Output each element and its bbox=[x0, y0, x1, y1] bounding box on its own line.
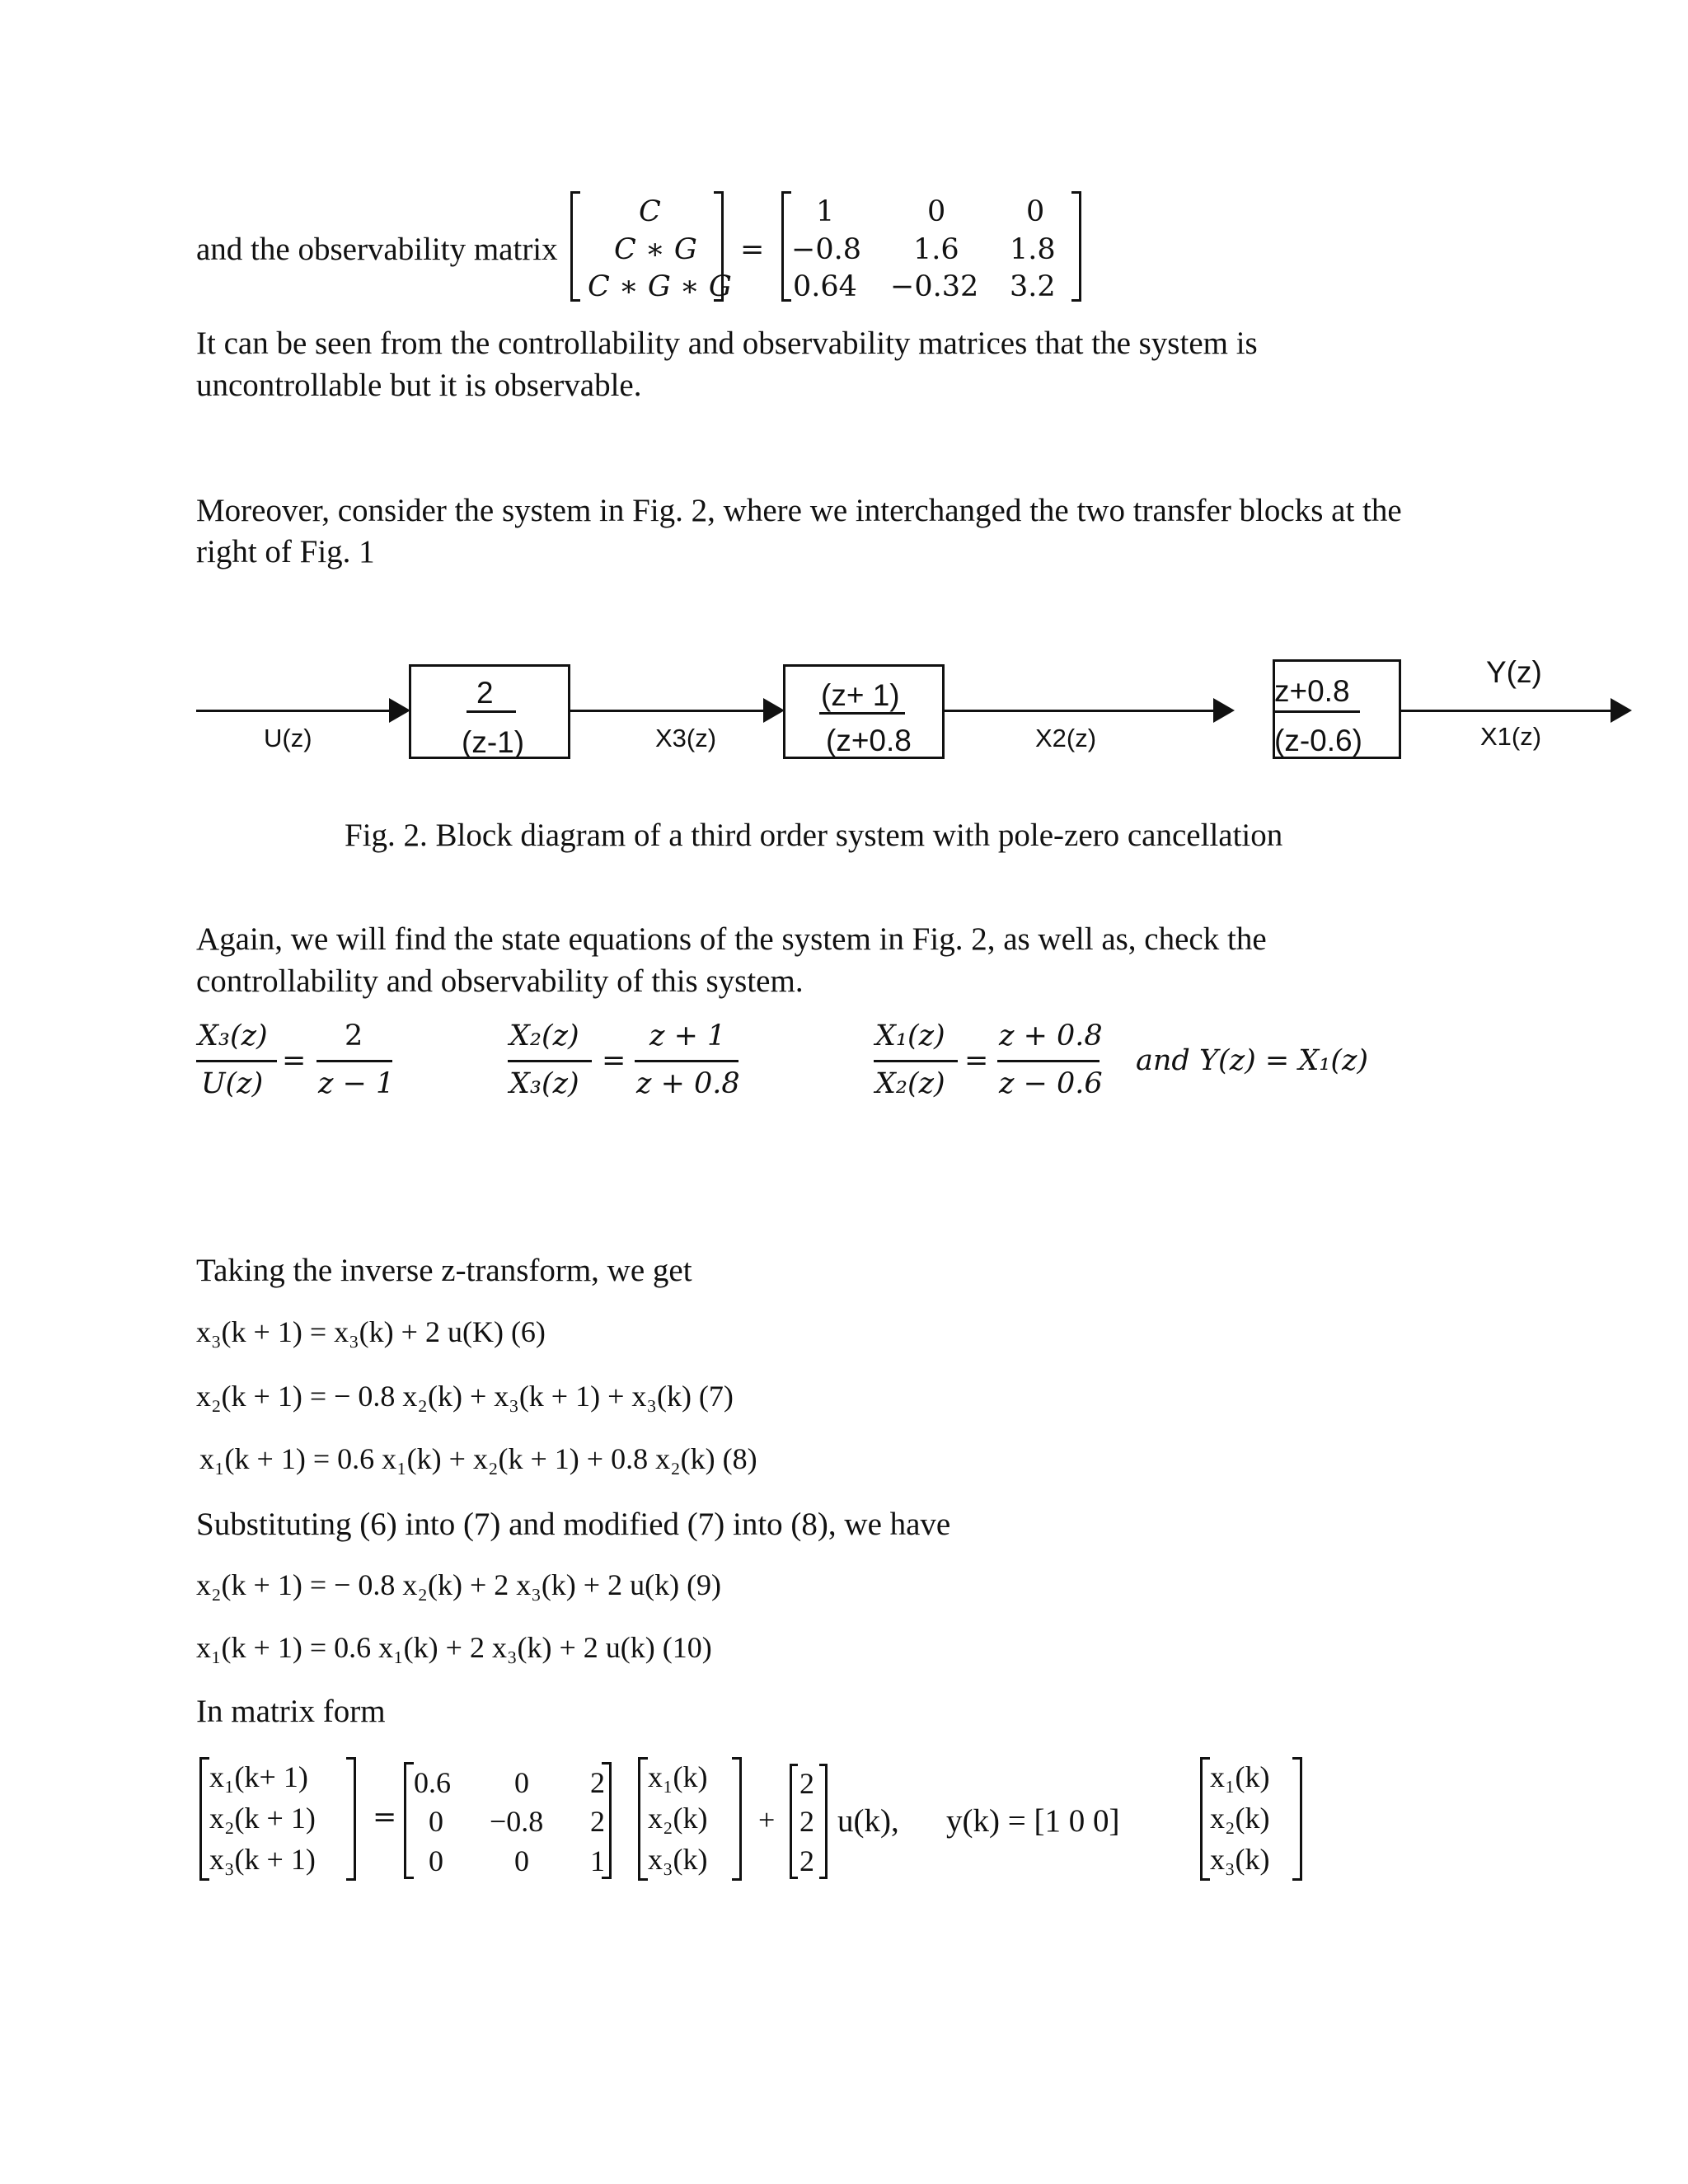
matrix-cell: 1.8 bbox=[1010, 233, 1056, 266]
fraction-bar bbox=[997, 1060, 1100, 1062]
equals-sign: = bbox=[740, 233, 765, 266]
matrix-cell: −0.8 bbox=[791, 233, 861, 266]
matrix-cell: x₁(k+ 1) bbox=[209, 1760, 308, 1793]
observability-intro: and the observability matrix bbox=[196, 232, 558, 267]
matrix-cell: 2 bbox=[590, 1766, 605, 1799]
block-denominator: (z-0.6) bbox=[1274, 724, 1362, 757]
matrix-cell: x₃(k) bbox=[1210, 1843, 1270, 1876]
paragraph-line: uncontrollable but it is observable. bbox=[196, 368, 642, 403]
obs-entry: C ∗ G ∗ G bbox=[588, 270, 732, 303]
block-numerator: 2 bbox=[476, 676, 494, 710]
matrix-cell: 1 bbox=[590, 1844, 605, 1877]
equation-10: x₁(k + 1) = 0.6 x₁(k) + 2 x₃(k) + 2 u(k) (10) bbox=[196, 1631, 712, 1664]
arrow-icon bbox=[1213, 698, 1235, 723]
fraction-bar bbox=[467, 710, 516, 713]
matrix-cell: −0.32 bbox=[890, 270, 979, 303]
bracket-right bbox=[732, 1757, 742, 1881]
matrix-cell: x₁(k) bbox=[1210, 1760, 1270, 1793]
block-denominator: (z+0.8 bbox=[826, 724, 912, 757]
tf-numerator: X₃(z) bbox=[198, 1019, 268, 1052]
paragraph-line: right of Fig. 1 bbox=[196, 534, 375, 569]
output-label-x1: X1(z) bbox=[1480, 722, 1542, 751]
equation-6: x₃(k + 1) = x₃(k) + 2 u(K) (6) bbox=[196, 1315, 546, 1348]
obs-entry: C ∗ G bbox=[614, 233, 697, 266]
block-numerator: (z+ 1) bbox=[821, 678, 900, 712]
signal-label-input: U(z) bbox=[264, 724, 312, 752]
arrow-icon bbox=[1611, 698, 1632, 723]
equation-8: x₁(k + 1) = 0.6 x₁(k) + x₂(k + 1) + 0.8 x₂(k) (8) bbox=[199, 1442, 757, 1475]
matrix-cell: 2 bbox=[799, 1767, 814, 1800]
signal-line bbox=[1401, 710, 1615, 712]
bracket-right bbox=[1071, 191, 1081, 302]
fraction-bar bbox=[316, 1060, 392, 1062]
bracket-left bbox=[199, 1757, 209, 1881]
matrix-cell: 3.2 bbox=[1010, 270, 1056, 303]
arrow-icon bbox=[763, 698, 785, 723]
figure-caption: Fig. 2. Block diagram of a third order system with pole-zero cancellation bbox=[345, 818, 1283, 853]
signal-line bbox=[945, 710, 1218, 712]
tf-numerator: 2 bbox=[345, 1019, 363, 1052]
matrix-cell: 0 bbox=[514, 1766, 529, 1799]
equation-7: x₂(k + 1) = − 0.8 x₂(k) + x₃(k + 1) + x₃(k) (7) bbox=[196, 1380, 734, 1413]
paragraph-line: Taking the inverse z-transform, we get bbox=[196, 1253, 692, 1288]
output-label-y: Y(z) bbox=[1486, 655, 1542, 689]
paragraph-line: Substituting (6) into (7) and modified (7) into (8), we have bbox=[196, 1507, 951, 1542]
paragraph-line: controllability and observability of this system. bbox=[196, 963, 804, 999]
output-equation: y(k) = [1 0 0] bbox=[946, 1803, 1120, 1839]
paragraph-line: Moreover, consider the system in Fig. 2, where we interchanged the two transfer blocks at the bbox=[196, 493, 1402, 528]
matrix-cell: 1 bbox=[816, 195, 835, 228]
tf-denominator: X₃(z) bbox=[509, 1067, 579, 1100]
matrix-cell: x₂(k + 1) bbox=[209, 1802, 316, 1835]
matrix-cell: 0 bbox=[1026, 195, 1045, 228]
bracket-right bbox=[819, 1764, 828, 1879]
matrix-cell: 2 bbox=[799, 1844, 814, 1877]
matrix-cell: 2 bbox=[799, 1805, 814, 1838]
tf-denominator: z − 1 bbox=[318, 1067, 395, 1100]
obs-entry: C bbox=[639, 195, 661, 228]
equals-sign: = bbox=[282, 1044, 307, 1077]
fraction-bar bbox=[819, 712, 905, 715]
block-numerator: z+0.8 bbox=[1274, 674, 1350, 708]
matrix-cell: 0 bbox=[927, 195, 946, 228]
tf-denominator: X₂(z) bbox=[875, 1067, 945, 1100]
matrix-cell: x₃(k + 1) bbox=[209, 1843, 316, 1876]
input-term: u(k), bbox=[837, 1803, 899, 1839]
matrix-cell: 2 bbox=[590, 1805, 605, 1838]
bracket-right bbox=[1292, 1757, 1302, 1881]
matrix-cell: 0.64 bbox=[793, 270, 857, 303]
matrix-cell: x₂(k) bbox=[648, 1802, 708, 1835]
matrix-cell: 0.6 bbox=[414, 1766, 451, 1799]
tf-numerator: X₁(z) bbox=[875, 1019, 945, 1052]
fraction-bar bbox=[635, 1060, 738, 1062]
bracket-left bbox=[781, 191, 791, 302]
arrow-icon bbox=[389, 698, 410, 723]
matrix-cell: x₃(k) bbox=[648, 1843, 708, 1876]
signal-label-x3: X3(z) bbox=[655, 724, 717, 752]
block-denominator: (z-1) bbox=[462, 725, 525, 759]
equals-sign: = bbox=[602, 1044, 626, 1077]
signal-line bbox=[196, 710, 394, 712]
equals-sign: = bbox=[964, 1044, 989, 1077]
bracket-left bbox=[570, 191, 580, 302]
signal-label-x2: X2(z) bbox=[1035, 724, 1097, 752]
paragraph-line: In matrix form bbox=[196, 1694, 386, 1729]
bracket-left bbox=[1200, 1757, 1210, 1881]
plus-sign: + bbox=[758, 1803, 776, 1836]
matrix-cell: −0.8 bbox=[490, 1805, 544, 1838]
paragraph-line: It can be seen from the controllability and observability matrices that the system is bbox=[196, 326, 1258, 361]
tf-denominator: z − 0.6 bbox=[999, 1067, 1103, 1100]
tf-numerator: X₂(z) bbox=[509, 1019, 579, 1052]
fraction-bar bbox=[874, 1060, 958, 1062]
fraction-bar bbox=[508, 1060, 592, 1062]
bracket-left bbox=[790, 1764, 798, 1879]
paragraph-line: Again, we will find the state equations of the system in Fig. 2, as well as, check the bbox=[196, 921, 1267, 957]
tf-denominator: U(z) bbox=[201, 1067, 264, 1100]
fraction-bar bbox=[196, 1060, 277, 1062]
matrix-cell: x₂(k) bbox=[1210, 1802, 1270, 1835]
equals-sign: = bbox=[373, 1801, 397, 1834]
matrix-cell: 0 bbox=[429, 1844, 443, 1877]
bracket-left bbox=[638, 1757, 648, 1881]
matrix-cell: 0 bbox=[429, 1805, 443, 1838]
equation-9: x₂(k + 1) = − 0.8 x₂(k) + 2 x₃(k) + 2 u(k) (9) bbox=[196, 1568, 722, 1601]
bracket-left bbox=[404, 1762, 414, 1879]
output-relation: and Y(z) = X₁(z) bbox=[1136, 1044, 1369, 1077]
tf-numerator: z + 0.8 bbox=[999, 1019, 1103, 1052]
bracket-right bbox=[346, 1757, 356, 1881]
matrix-cell: 1.6 bbox=[913, 233, 959, 266]
matrix-cell: 0 bbox=[514, 1844, 529, 1877]
tf-numerator: z + 1 bbox=[649, 1019, 726, 1052]
fraction-bar bbox=[1274, 710, 1360, 713]
tf-denominator: z + 0.8 bbox=[636, 1067, 740, 1100]
matrix-cell: x₁(k) bbox=[648, 1760, 708, 1793]
signal-line bbox=[570, 710, 768, 712]
